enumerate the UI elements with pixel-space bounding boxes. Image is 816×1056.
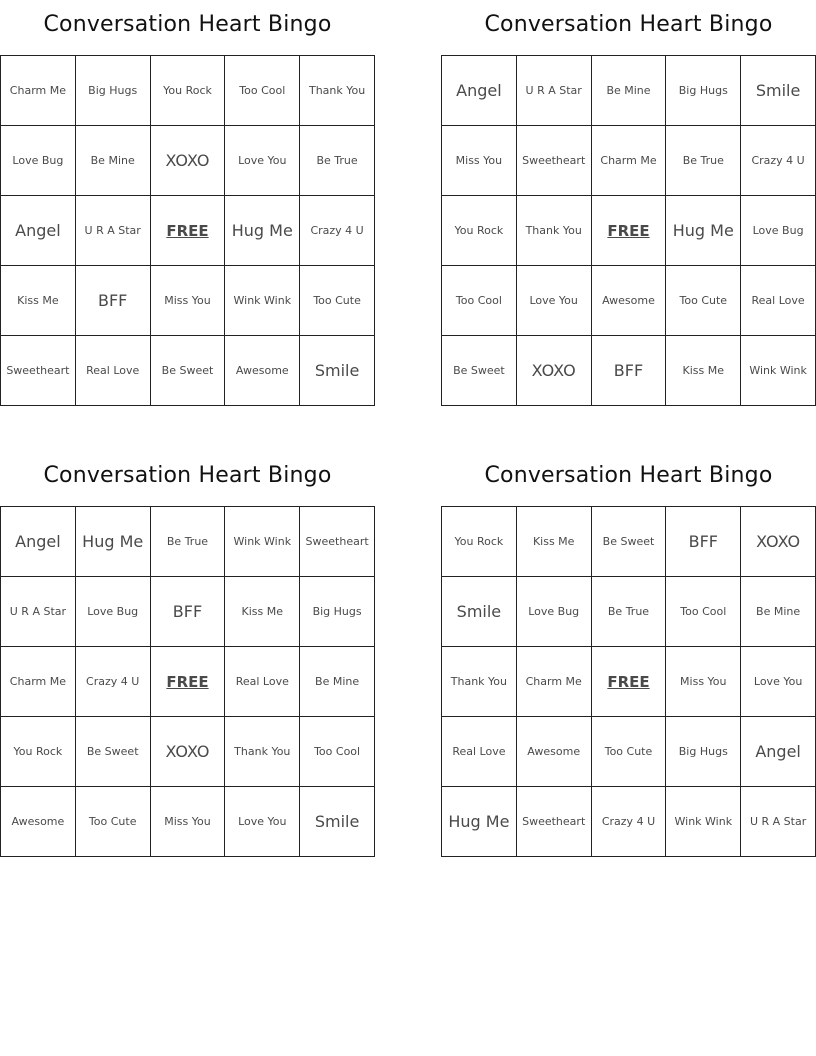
bingo-cell: Too Cool bbox=[300, 717, 375, 787]
bingo-cell: Love Bug bbox=[516, 577, 591, 647]
grid-row bbox=[1, 717, 375, 787]
bingo-cell: Be Sweet bbox=[442, 336, 517, 406]
card-title: Conversation Heart Bingo bbox=[484, 463, 773, 488]
bingo-cell: U R A Star bbox=[741, 787, 816, 857]
bingo-grid bbox=[0, 55, 375, 406]
free-space-cell: FREE bbox=[591, 196, 666, 266]
bingo-cell: Be True bbox=[150, 507, 225, 577]
bingo-cell: XOXO bbox=[741, 507, 816, 577]
bingo-cell: Awesome bbox=[516, 717, 591, 787]
bingo-cell: Love You bbox=[516, 266, 591, 336]
bingo-cell: Be True bbox=[591, 577, 666, 647]
bingo-cell: Real Love bbox=[741, 266, 816, 336]
grid-row bbox=[442, 647, 816, 717]
bingo-cell: Big Hugs bbox=[666, 56, 741, 126]
bingo-cell: Kiss Me bbox=[516, 507, 591, 577]
bingo-cell: Be Mine bbox=[300, 647, 375, 717]
bingo-grid bbox=[441, 55, 816, 406]
grid-row bbox=[1, 507, 375, 577]
bingo-cell: Angel bbox=[1, 507, 76, 577]
grid-row bbox=[442, 577, 816, 647]
bingo-cell: Too Cool bbox=[225, 56, 300, 126]
card-title: Conversation Heart Bingo bbox=[43, 463, 332, 488]
bingo-cell: You Rock bbox=[442, 507, 517, 577]
bingo-cell: Sweetheart bbox=[516, 787, 591, 857]
bingo-cell: Big Hugs bbox=[666, 717, 741, 787]
bingo-cell: Love Bug bbox=[1, 126, 76, 196]
bingo-cell: Awesome bbox=[1, 787, 76, 857]
bingo-cell: Charm Me bbox=[1, 56, 76, 126]
bingo-cell: Smile bbox=[442, 577, 517, 647]
bingo-cell: Real Love bbox=[225, 647, 300, 717]
bingo-cell: Too Cute bbox=[666, 266, 741, 336]
grid-row bbox=[1, 787, 375, 857]
bingo-cell: Smile bbox=[300, 787, 375, 857]
bingo-cell: Love You bbox=[225, 126, 300, 196]
bingo-cell: Kiss Me bbox=[225, 577, 300, 647]
bingo-cell: Charm Me bbox=[516, 647, 591, 717]
bingo-cell: Thank You bbox=[225, 717, 300, 787]
bingo-cell: BFF bbox=[666, 507, 741, 577]
bingo-cell: XOXO bbox=[516, 336, 591, 406]
bingo-cell: Be True bbox=[300, 126, 375, 196]
bingo-cell: Angel bbox=[1, 196, 76, 266]
bingo-cell: Be Sweet bbox=[591, 507, 666, 577]
grid-row bbox=[1, 647, 375, 717]
bingo-cell: Love Bug bbox=[75, 577, 150, 647]
grid-row bbox=[442, 787, 816, 857]
grid-row bbox=[1, 266, 375, 336]
bingo-grid bbox=[0, 506, 375, 857]
bingo-grid bbox=[441, 506, 816, 857]
bingo-cell: Hug Me bbox=[75, 507, 150, 577]
grid-row bbox=[1, 577, 375, 647]
bingo-cell: Love You bbox=[225, 787, 300, 857]
bingo-cell: Big Hugs bbox=[75, 56, 150, 126]
bingo-cell: Too Cute bbox=[591, 717, 666, 787]
card-title: Conversation Heart Bingo bbox=[43, 12, 332, 37]
bingo-cell: U R A Star bbox=[75, 196, 150, 266]
bingo-cell: Love Bug bbox=[741, 196, 816, 266]
bingo-cell: Sweetheart bbox=[1, 336, 76, 406]
grid-row bbox=[1, 336, 375, 406]
bingo-cell: Big Hugs bbox=[300, 577, 375, 647]
bingo-cell: Thank You bbox=[300, 56, 375, 126]
bingo-cell: Too Cute bbox=[75, 787, 150, 857]
bingo-cell: Be Sweet bbox=[150, 336, 225, 406]
bingo-cell: Hug Me bbox=[442, 787, 517, 857]
bingo-cell: Miss You bbox=[150, 266, 225, 336]
bingo-cell: Wink Wink bbox=[225, 507, 300, 577]
bingo-cell: Love You bbox=[741, 647, 816, 717]
bingo-cell: BFF bbox=[591, 336, 666, 406]
bingo-cell: Smile bbox=[741, 56, 816, 126]
bingo-cell: Real Love bbox=[75, 336, 150, 406]
bingo-cell: Awesome bbox=[225, 336, 300, 406]
free-space-cell: FREE bbox=[150, 647, 225, 717]
bingo-cell: Be Mine bbox=[75, 126, 150, 196]
bingo-cell: Charm Me bbox=[591, 126, 666, 196]
bingo-cell: Angel bbox=[442, 56, 517, 126]
grid-row bbox=[442, 717, 816, 787]
grid-row bbox=[1, 126, 375, 196]
free-space-cell: FREE bbox=[150, 196, 225, 266]
bingo-cell: BFF bbox=[150, 577, 225, 647]
grid-row bbox=[442, 266, 816, 336]
grid-row bbox=[442, 336, 816, 406]
grid-row bbox=[442, 126, 816, 196]
bingo-cell: Wink Wink bbox=[741, 336, 816, 406]
bingo-cell: Kiss Me bbox=[666, 336, 741, 406]
bingo-cell: XOXO bbox=[150, 126, 225, 196]
bingo-cell: BFF bbox=[75, 266, 150, 336]
bingo-cell: Be True bbox=[666, 126, 741, 196]
bingo-cell: Hug Me bbox=[666, 196, 741, 266]
bingo-cell: U R A Star bbox=[516, 56, 591, 126]
bingo-cell: Miss You bbox=[666, 647, 741, 717]
bingo-cell: Wink Wink bbox=[225, 266, 300, 336]
bingo-cell: Crazy 4 U bbox=[591, 787, 666, 857]
bingo-cell: Angel bbox=[741, 717, 816, 787]
bingo-cell: Thank You bbox=[516, 196, 591, 266]
bingo-cell: Miss You bbox=[442, 126, 517, 196]
bingo-cell: Be Mine bbox=[741, 577, 816, 647]
bingo-cell: Hug Me bbox=[225, 196, 300, 266]
bingo-cell: Sweetheart bbox=[516, 126, 591, 196]
bingo-cell: Too Cool bbox=[442, 266, 517, 336]
bingo-cell: Sweetheart bbox=[300, 507, 375, 577]
grid-row bbox=[442, 56, 816, 126]
bingo-cell: Crazy 4 U bbox=[75, 647, 150, 717]
bingo-cell: Be Sweet bbox=[75, 717, 150, 787]
bingo-cell: You Rock bbox=[1, 717, 76, 787]
bingo-cell: Crazy 4 U bbox=[300, 196, 375, 266]
grid-row bbox=[1, 196, 375, 266]
bingo-cell: Crazy 4 U bbox=[741, 126, 816, 196]
bingo-cell: Smile bbox=[300, 336, 375, 406]
free-space-cell: FREE bbox=[591, 647, 666, 717]
bingo-cell: Awesome bbox=[591, 266, 666, 336]
grid-row bbox=[442, 507, 816, 577]
bingo-cell: Kiss Me bbox=[1, 266, 76, 336]
bingo-cell: Too Cute bbox=[300, 266, 375, 336]
bingo-cell: You Rock bbox=[150, 56, 225, 126]
grid-row bbox=[1, 56, 375, 126]
bingo-cell: Charm Me bbox=[1, 647, 76, 717]
card-title: Conversation Heart Bingo bbox=[484, 12, 773, 37]
bingo-cell: Wink Wink bbox=[666, 787, 741, 857]
grid-row bbox=[442, 196, 816, 266]
bingo-cell: Thank You bbox=[442, 647, 517, 717]
bingo-cell: Miss You bbox=[150, 787, 225, 857]
bingo-cell: Be Mine bbox=[591, 56, 666, 126]
bingo-cell: Too Cool bbox=[666, 577, 741, 647]
bingo-cell: XOXO bbox=[150, 717, 225, 787]
bingo-cell: You Rock bbox=[442, 196, 517, 266]
bingo-cell: Real Love bbox=[442, 717, 517, 787]
bingo-cell: U R A Star bbox=[1, 577, 76, 647]
